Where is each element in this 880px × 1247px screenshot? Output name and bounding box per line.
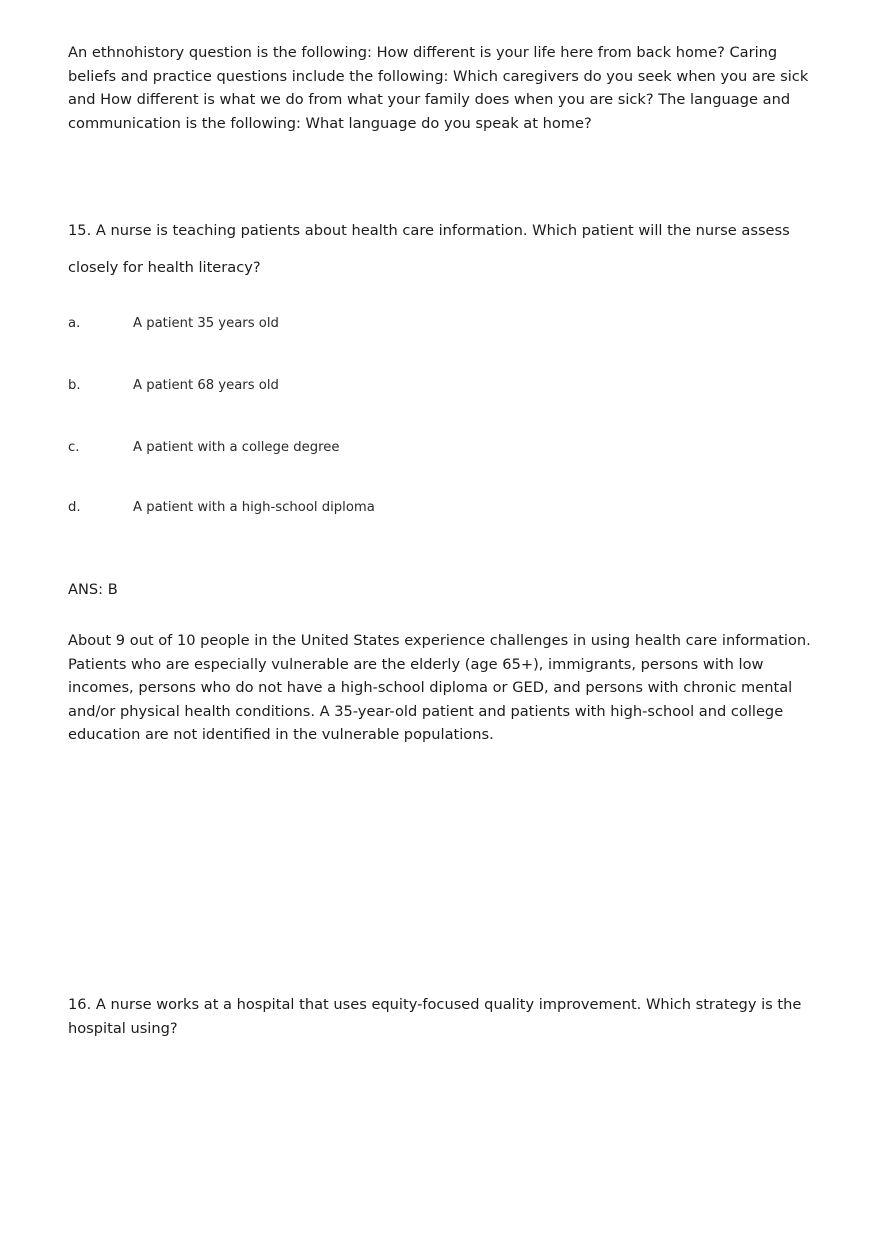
question-15-stem: 15. A nurse is teaching patients about health care information. Which patient will the nurse assess closely for health literacy? [68,222,790,276]
option-text: A patient 35 years old [133,316,279,331]
option-letter: a. [68,316,81,331]
option-letter: c. [68,440,80,455]
option-letter: d. [68,500,81,515]
intro-paragraph: An ethnohistory question is the following: How different is your life here from back home? Caring beliefs and practice questions include the following: Which caregivers do you seek when you are sick and How different is what we do from what your family does when you are sick? The language and communication is the following: What language do you speak at home? [68,44,809,132]
option-text: A patient with a high-school diploma [133,500,375,515]
question-16-stem: 16. A nurse works at a hospital that uses equity-focused quality improvement. Which strategy is the hospital using? [68,996,802,1037]
question-15-rationale: About 9 out of 10 people in the United States experience challenges in using health care information. Patients who are especially vulnerable are the elderly (age 65+), immigrants, persons with low incomes, persons who do not have a high-school diploma or GED, and persons with chronic mental and/or physical health conditions. A 35-year-old patient and patients with high-school and college education are not identified in the vulnerable populations. [68,632,811,744]
option-text: A patient with a college degree [133,440,340,455]
question-15-answer: ANS: B [68,581,118,598]
option-letter: b. [68,378,81,393]
option-text: A patient 68 years old [133,378,279,393]
